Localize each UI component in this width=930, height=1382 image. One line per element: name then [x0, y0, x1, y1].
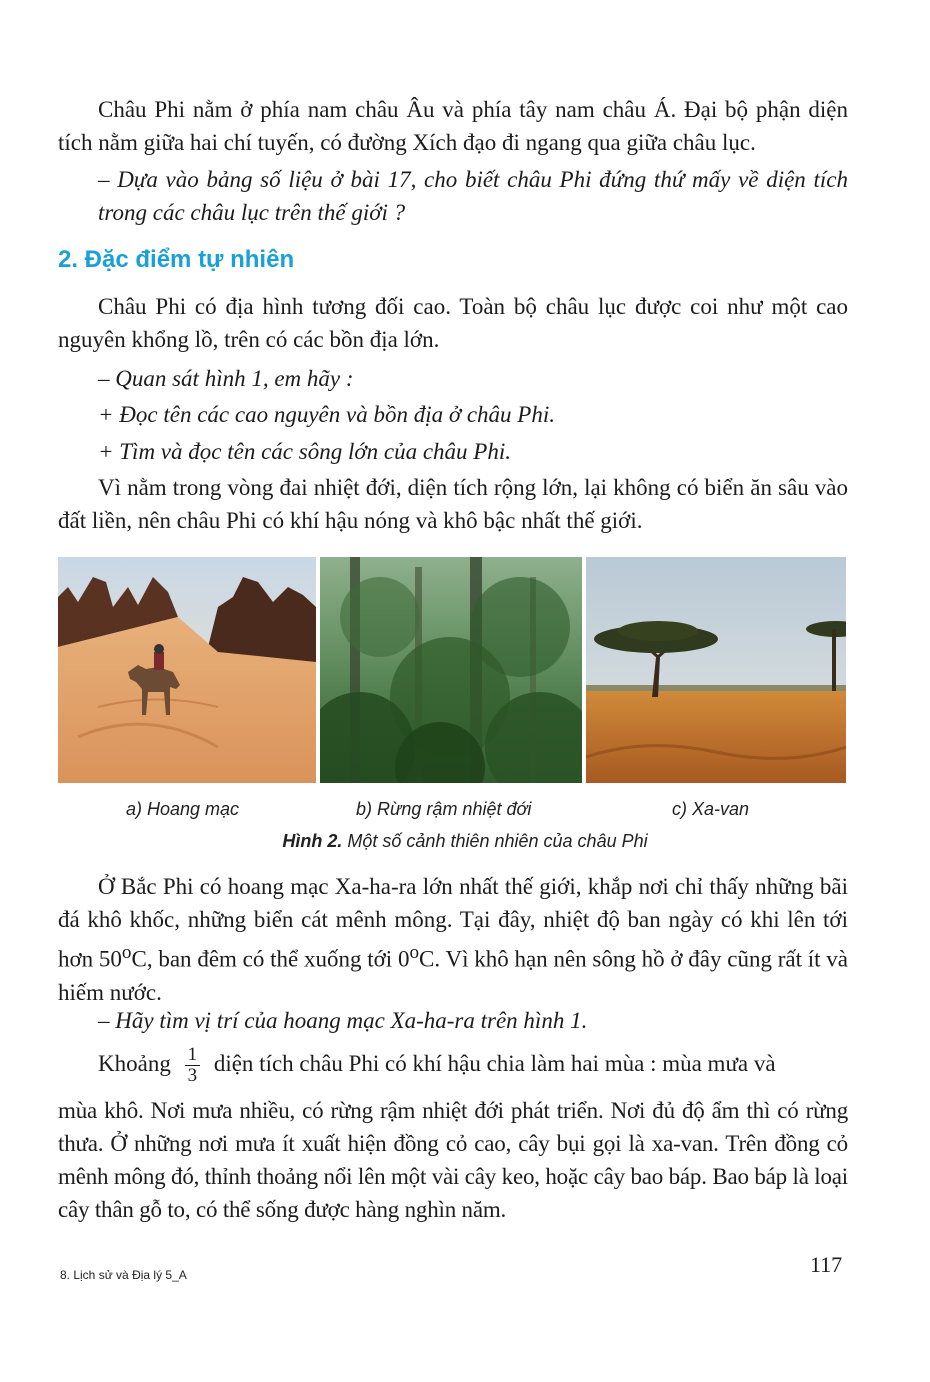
- caption-savanna: c) Xa-van: [672, 799, 750, 819]
- section-heading: 2. Đặc điểm tự nhiên: [58, 246, 295, 273]
- intro-paragraph: Châu Phi nằm ở phía nam châu Âu và phía tây nam châu Á. Đại bộ phận diện tích nằm giữa hai chí tuyến, có đường Xích đạo đi ngang qua giữa châu lục.: [58, 97, 848, 155]
- figure-title: [0, 831, 930, 852]
- sahara-paragraph: [58, 870, 848, 1009]
- rainforest-photo: [320, 557, 582, 783]
- question-rivers: + Tìm và đọc tên các sông lớn của châu Phi.: [98, 439, 511, 464]
- question-area: – Dựa vào bảng số liệu ở bài 17, cho biết châu Phi đứng thứ mấy về diện tích trong các châu lục trên thế giới ?: [98, 167, 848, 225]
- sahara-text-3: C. Vì khô hạn nên sông hồ ở đây cũng rất ít và hiếm nước.: [58, 946, 848, 1005]
- caption-desert: a) Hoang mạc: [126, 799, 240, 819]
- page-number: 117: [810, 1252, 843, 1277]
- fraction-trail: diện tích châu Phi có khí hậu chia làm hai mùa : mùa mưa và: [213, 1050, 776, 1076]
- degree-2: o: [409, 942, 420, 963]
- desert-photo: [58, 557, 316, 783]
- figure-description: Một số cảnh thiên nhiên của châu Phi: [347, 831, 648, 851]
- figure-label: Hình 2.: [282, 831, 343, 851]
- question-sahara: – Hãy tìm vị trí của hoang mạc Xa-ha-ra trên hình 1.: [98, 1008, 588, 1033]
- desert-illustration: [58, 557, 316, 783]
- savanna-illustration: [586, 557, 846, 783]
- fraction: [185, 1045, 201, 1086]
- fraction-numerator: 1: [185, 1045, 201, 1066]
- sahara-text-1: Ở Bắc Phi có hoang mạc Xa-ha-ra lớn nhất thế giới, khắp nơi chỉ thấy những bãi đá khô khốc, những biển cát mênh mông. Tại đây, nhiệt độ ban ngày có khi lên tới hơn 50: [58, 874, 848, 972]
- climate-paragraph: Vì nằm trong vòng đai nhiệt đới, diện tích rộng lớn, lại không có biển ăn sâu vào đất liền, nên châu Phi có khí hậu nóng và khô bậc nhất thế giới.: [58, 475, 848, 533]
- question-plateaus: + Đọc tên các cao nguyên và bồn địa ở châu Phi.: [98, 402, 556, 427]
- caption-rainforest: b) Rừng rậm nhiệt đới: [356, 799, 532, 819]
- terrain-paragraph: Châu Phi có địa hình tương đối cao. Toàn bộ châu lục được coi như một cao nguyên khổng lồ, trên có các bồn địa lớn.: [58, 294, 848, 352]
- question-observe: – Quan sát hình 1, em hãy :: [98, 366, 354, 391]
- sahara-text-2: C, ban đêm có thể xuống tới 0: [131, 946, 410, 972]
- vegetation-paragraph: mùa khô. Nơi mưa nhiều, có rừng rậm nhiệt đới phát triển. Nơi đủ độ ẩm thì có rừng thưa. Ở những nơi mưa ít xuất hiện đồng cỏ cao, cây bụi gọi là xa-van. Trên đồng cỏ mênh mông đó, thỉnh thoảng nổi lên một vài cây keo, hoặc cây bao báp. Bao báp là loại cây thân gỗ to, có thể sống được hàng nghìn năm.: [58, 1098, 848, 1222]
- rainforest-illustration: [320, 557, 582, 783]
- fraction-line: [58, 1045, 776, 1086]
- savanna-photo: [586, 557, 846, 783]
- fraction-denominator: 3: [187, 1065, 198, 1086]
- fraction-lead: Khoảng: [98, 1050, 171, 1076]
- book-footer: 8. Lịch sử và Địa lý 5_A: [60, 1268, 187, 1282]
- degree-1: o: [121, 942, 132, 963]
